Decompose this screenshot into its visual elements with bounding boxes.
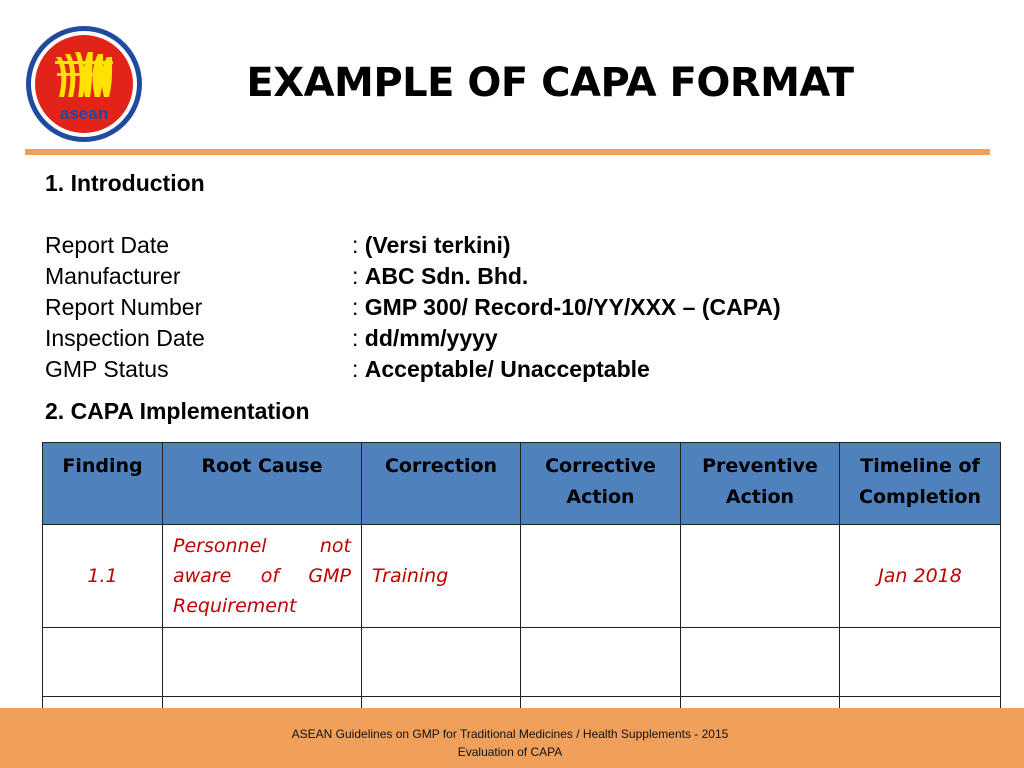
report-number-value: : GMP 300/ Record-10/YY/XXX – (CAPA) xyxy=(352,294,781,320)
table-row xyxy=(43,525,1001,628)
capa-heading: 2. CAPA Implementation xyxy=(45,398,310,424)
column-header-finding: Finding xyxy=(43,443,163,525)
inspection-date-label: Inspection Date xyxy=(45,325,205,351)
finding-cell xyxy=(43,628,163,697)
correction-cell xyxy=(362,628,521,697)
column-header-timeline: Timeline of Completion xyxy=(840,443,1001,525)
root-cause-cell: Personnel not aware of GMP Requirement xyxy=(163,525,362,628)
timeline-cell xyxy=(840,628,1001,697)
column-header-root-cause: Root Cause xyxy=(163,443,362,525)
manufacturer-value: : ABC Sdn. Bhd. xyxy=(352,263,529,289)
footer xyxy=(200,725,820,761)
corrective-action-cell xyxy=(521,628,681,697)
asean-logo xyxy=(25,25,143,143)
report-date-label: Report Date xyxy=(45,232,170,258)
inspection-date-value: : dd/mm/yyyy xyxy=(352,325,498,351)
preventive-action-cell xyxy=(681,525,840,628)
report-number-label: Report Number xyxy=(45,294,203,320)
title-divider xyxy=(25,149,990,155)
column-header-corrective-action: Corrective Action xyxy=(521,443,681,525)
gmp-status-value: : Acceptable/ Unacceptable xyxy=(352,356,650,382)
footer-line-1: ASEAN Guidelines on GMP for Traditional Medicines / Health Supplements - 2015 xyxy=(291,727,729,741)
root-cause-cell xyxy=(163,628,362,697)
preventive-action-cell xyxy=(681,628,840,697)
gmp-status-label: GMP Status xyxy=(45,356,169,382)
finding-cell: 1.1 xyxy=(43,525,163,628)
introduction-heading: 1. Introduction xyxy=(45,170,205,196)
column-header-correction: Correction xyxy=(362,443,521,525)
page-title: EXAMPLE OF CAPA FORMAT xyxy=(246,60,854,106)
capa-header-row xyxy=(43,443,1001,525)
correction-cell: Training xyxy=(362,525,521,628)
logo-wordmark: asean xyxy=(59,104,109,123)
corrective-action-cell xyxy=(521,525,681,628)
column-header-preventive-action: Preventive Action xyxy=(681,443,840,525)
timeline-cell: Jan 2018 xyxy=(840,525,1001,628)
footer-line-2: Evaluation of CAPA xyxy=(457,745,563,759)
table-row xyxy=(43,628,1001,697)
report-date-value: : (Versi terkini) xyxy=(352,232,511,258)
manufacturer-label: Manufacturer xyxy=(45,263,181,289)
